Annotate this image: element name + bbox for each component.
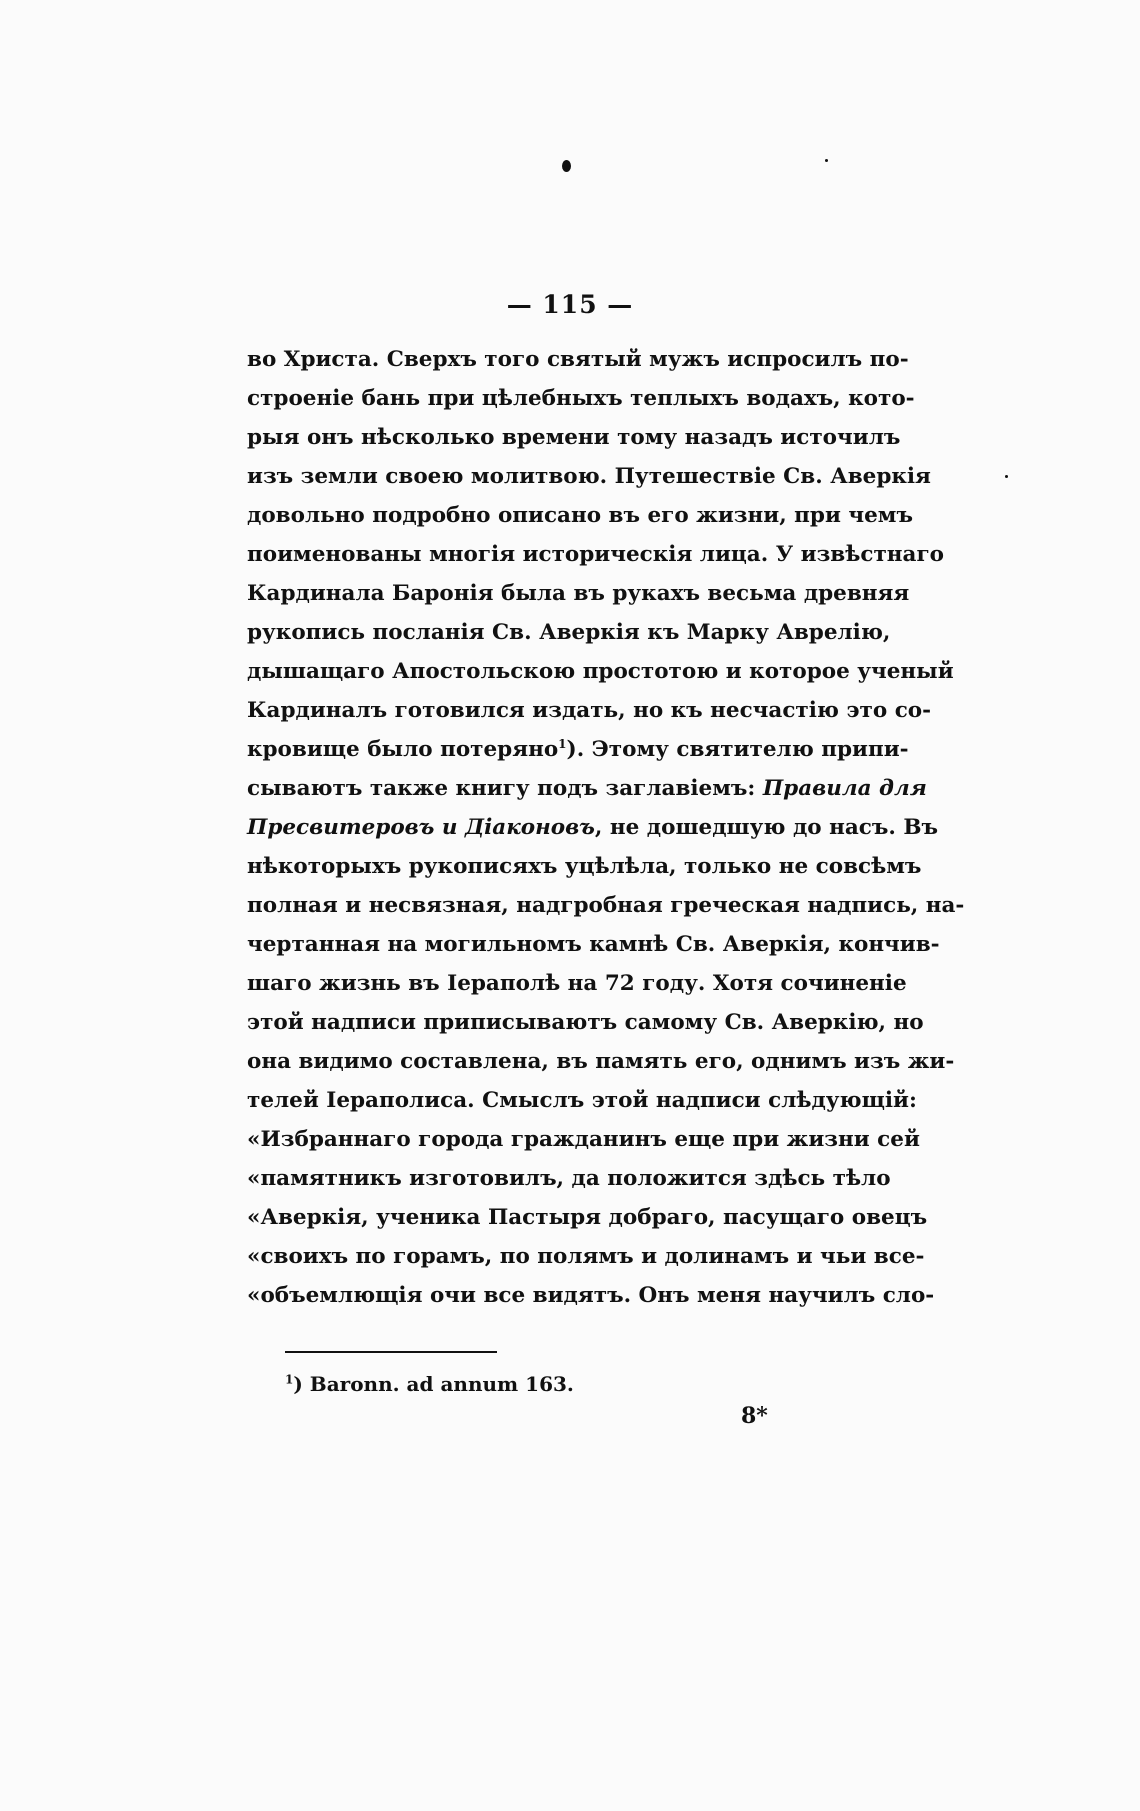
text-line: полная и несвязная, надгробная греческая надпись, на-	[247, 893, 965, 918]
text-line	[247, 730, 909, 769]
text-segment: ). Этому святителю припи-	[566, 737, 909, 762]
footnote	[285, 1372, 574, 1396]
text-segment: сываютъ также книгу подъ заглавіемъ:	[247, 776, 756, 801]
text-line: шаго жизнь въ Іераполѣ на 72 году. Хотя сочиненіе	[247, 971, 907, 996]
text-line: рукопись посланія Св. Аверкія къ Марку Аврелію,	[247, 620, 891, 645]
ink-speck	[1005, 475, 1008, 478]
ink-speck	[825, 159, 828, 162]
text-line: телей Іераполиса. Смыслъ этой надписи слѣдующій:	[247, 1088, 917, 1113]
text-line: изъ земли своею молитвою. Путешествіе Св. Аверкія	[247, 464, 931, 489]
text-line: поименованы многія историческія лица. У извѣстнаго	[247, 542, 944, 567]
text-line: довольно подробно описано въ его жизни, при чемъ	[247, 503, 913, 528]
footnote-number: 1	[285, 1372, 294, 1387]
text-line: нѣкоторыхъ рукописяхъ уцѣлѣла, только не совсѣмъ	[247, 854, 922, 879]
text-line: рыя онъ нѣсколько времени тому назадъ источилъ	[247, 425, 901, 450]
text-line: «памятникъ изготовилъ, да положится здѣсь тѣло	[247, 1166, 891, 1191]
text-line: во Христа. Сверхъ того святый мужъ испросилъ по-	[247, 347, 909, 372]
footnote-paren: )	[293, 1372, 303, 1396]
text-line: «Аверкія, ученика Пастыря добраго, пасущаго овецъ	[247, 1205, 928, 1230]
text-line: Кардинала Баронія была въ рукахъ весьма древняя	[247, 581, 910, 606]
footnote-divider	[285, 1351, 497, 1353]
text-line	[247, 808, 939, 847]
text-line: «объемлющія очи все видятъ. Онъ меня научилъ сло-	[247, 1283, 935, 1308]
text-segment: кровище было потеряно	[247, 737, 559, 762]
footnote-ref: 1	[558, 736, 567, 751]
italic-title: Пресвитеровъ и Діаконовъ	[247, 815, 595, 840]
text-line: дышащаго Апостольскою простотою и которое ученый	[247, 659, 954, 684]
footnote-text: Baronn. ad annum 163.	[309, 1372, 574, 1396]
text-line: «Избраннаго города гражданинъ еще при жизни сей	[247, 1127, 920, 1152]
page-number: — 115 —	[506, 290, 634, 319]
text-line: строеніе бань при цѣлебныхъ теплыхъ водахъ, кото-	[247, 386, 915, 411]
text-line	[247, 769, 927, 808]
italic-title: Правила для	[762, 776, 927, 801]
signature-mark: 8*	[741, 1403, 768, 1429]
text-segment: , не дошедшую до насъ. Въ	[594, 815, 939, 840]
body-text	[247, 340, 965, 1315]
text-line: «своихъ по горамъ, по полямъ и долинамъ и чьи все-	[247, 1244, 925, 1269]
text-line: Кардиналъ готовился издать, но къ несчастію это со-	[247, 698, 932, 723]
text-line: этой надписи приписываютъ самому Св. Аверкію, но	[247, 1010, 924, 1035]
ink-speck	[562, 160, 571, 172]
text-line: чертанная на могильномъ камнѣ Св. Аверкія, кончив-	[247, 932, 940, 957]
text-line: она видимо составлена, въ память его, однимъ изъ жи-	[247, 1049, 955, 1074]
